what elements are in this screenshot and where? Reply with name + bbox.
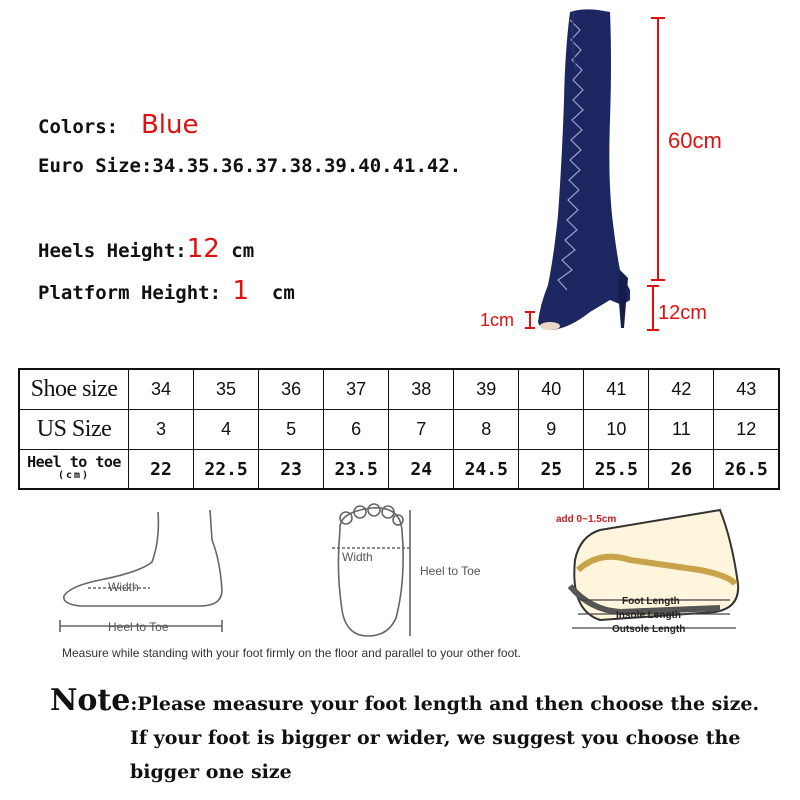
table-cell: 3: [129, 410, 194, 450]
euro-size-spec: [38, 155, 461, 177]
table-cell: 7: [389, 410, 454, 450]
table-cell: 42: [649, 369, 714, 410]
shoe-size-row: [19, 369, 779, 410]
note-line-3: bigger one size: [130, 761, 292, 783]
table-cell: 10: [584, 410, 649, 450]
euro-size-value: 34.35.36.37.38.39.40.41.42.: [152, 155, 462, 177]
table-cell: 23: [259, 450, 324, 489]
table-cell: 4: [194, 410, 259, 450]
table-cell: 5: [259, 410, 324, 450]
foot-length-label: Foot Length: [622, 596, 680, 607]
table-cell: 24.5: [454, 450, 519, 489]
row-header: US Size: [19, 410, 129, 450]
foot-side-icon: [60, 510, 222, 632]
platform-height-label: 1cm: [480, 310, 515, 330]
us-size-row: [19, 410, 779, 450]
note-line-2: If your foot is bigger or wider, we suggest you choose the: [130, 727, 741, 749]
colors-label: Colors:: [38, 116, 119, 138]
table-cell: 23.5: [324, 450, 389, 489]
euro-size-label: Euro Size:: [38, 155, 153, 177]
insole-length-label: Insole Length: [616, 610, 681, 621]
table-cell: 6: [324, 410, 389, 450]
table-cell: 26: [649, 450, 714, 489]
table-cell: 41: [584, 369, 649, 410]
boot-shape: [538, 9, 630, 330]
table-cell: 43: [714, 369, 779, 410]
measure-instruction: Measure while standing with your foot firmly on the floor and parallel to your other foot.: [62, 646, 521, 660]
heels-height-value: 12: [186, 234, 220, 264]
table-cell: 38: [389, 369, 454, 410]
table-cell: 22.5: [194, 450, 259, 489]
table-cell: 37: [324, 369, 389, 410]
foot-side-length-label: Heel to Toe: [108, 620, 169, 634]
note-heading: Note: [50, 683, 131, 718]
table-cell: 24: [389, 450, 454, 489]
table-cell: 8: [454, 410, 519, 450]
platform-height-label: Platform Height:: [38, 282, 222, 304]
note-line-1: :Please measure your foot length and then choose the size.: [130, 693, 760, 715]
colors-spec: [38, 110, 199, 140]
table-cell: 9: [519, 410, 584, 450]
note-block: [50, 684, 790, 789]
heels-height-spec: [38, 234, 254, 264]
row-header: Shoe size: [19, 369, 129, 410]
table-cell: 25.5: [584, 450, 649, 489]
platform-height-unit: cm: [271, 282, 295, 304]
row-header-unit: (cm): [57, 470, 91, 482]
foot-top-icon: [332, 504, 412, 636]
table-cell: 40: [519, 369, 584, 410]
table-cell: 25: [519, 450, 584, 489]
shaft-height-label: 60cm: [668, 128, 722, 153]
platform-height-spec: [38, 276, 295, 306]
row-header-label: Heel to toe: [27, 453, 121, 472]
table-cell: 22: [129, 450, 194, 489]
table-cell: 39: [454, 369, 519, 410]
outsole-length-label: Outsole Length: [612, 624, 686, 635]
heels-height-unit: cm: [231, 240, 255, 262]
shoe-add-label: add 0~1.5cm: [556, 514, 617, 525]
heel-height-label: 12cm: [658, 302, 707, 324]
colors-value: Blue: [140, 110, 199, 140]
table-cell: 11: [649, 410, 714, 450]
table-cell: 26.5: [714, 450, 779, 489]
boot-image: [470, 0, 800, 350]
table-cell: 34: [129, 369, 194, 410]
table-cell: 36: [259, 369, 324, 410]
foot-top-length-label: Heel to Toe: [420, 564, 481, 578]
table-cell: 12: [714, 410, 779, 450]
foot-top-width-label: Width: [342, 550, 373, 564]
size-chart-table: [18, 368, 780, 490]
heel-to-toe-row: [19, 450, 779, 489]
table-cell: 35: [194, 369, 259, 410]
boot-illustration: [470, 0, 800, 350]
heels-height-label: Heels Height:: [38, 240, 187, 262]
measurement-illustrations: [0, 500, 800, 660]
foot-side-width-label: Width: [108, 580, 139, 594]
platform-height-value: 1: [232, 276, 250, 306]
row-header: [19, 450, 129, 489]
